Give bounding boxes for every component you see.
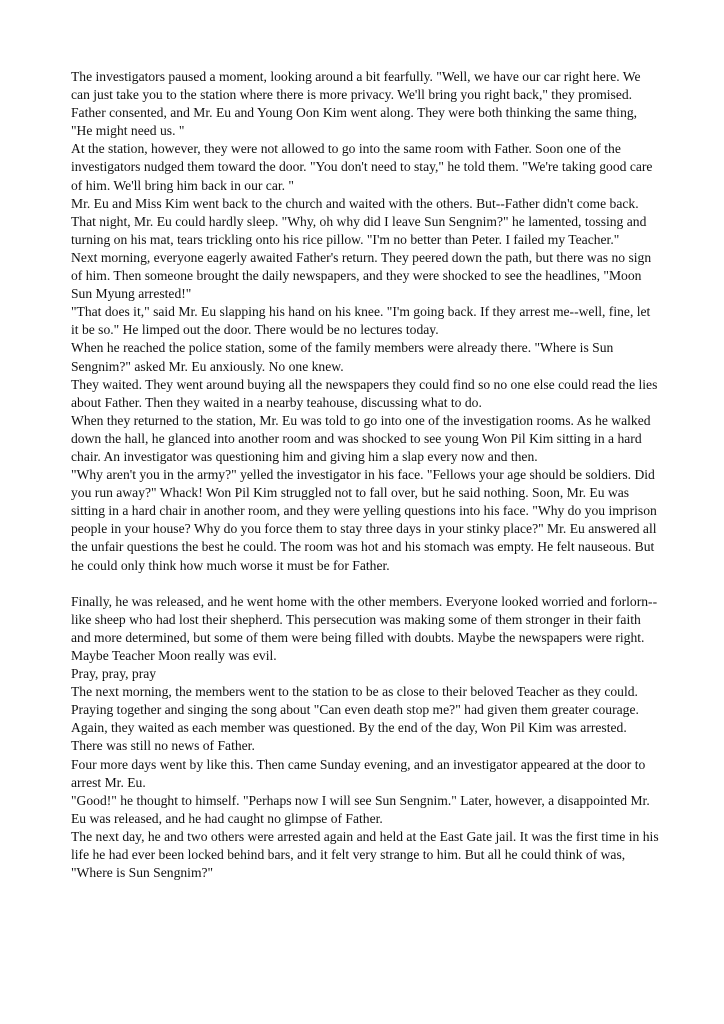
paragraph-1: The investigators paused a moment, looking around a bit fearfully. "Well, we have our car right here. We can just take you to the station where there is more privacy. We'll bring you right back," they promised. bbox=[71, 69, 641, 103]
paragraph-17: The next day, he and two others were arrested again and held at the East Gate jail. It was the first time in his life he had ever been locked behind bars, and it felt very strange to him. But all he could think of was, "Where is Sun Sengnim?" bbox=[71, 828, 659, 881]
paragraph-7: "That does it," said Mr. Eu slapping his hand on his knee. "I'm going back. If they arrest me--well, fine, let it be so." He limped out the door. There would be no lectures today. bbox=[71, 304, 651, 338]
paragraph-9: They waited. They went around buying all the newspapers they could find so no one else could read the lies about Father. Then they waited in a nearby teahouse, discussing what to do. bbox=[71, 376, 658, 410]
paragraph-16: "Good!" he thought to himself. "Perhaps now I will see Sun Sengnim." Later, however, a disappointed Mr. Eu was released, and he had caught no glimpse of Father. bbox=[71, 792, 650, 826]
paragraph-8: When he reached the police station, some of the family members were already there. "Where is Sun Sengnim?" asked Mr. Eu anxiously. No one knew. bbox=[71, 340, 614, 374]
document-page bbox=[71, 68, 659, 882]
paragraph-14: The next morning, the members went to the station to be as close to their beloved Teacher as they could. Praying together and singing the song about "Can even death stop me?" had given them greater courage. Again, they waited as each member was questioned. By the end of the day, Won Pil Kim was arrested. There was still no news of Father. bbox=[71, 684, 639, 754]
paragraph-3: At the station, however, they were not allowed to go into the same room with Father. Soon one of the investigators nudged them toward the door. "You don't need to stay," he told them. "We're taking good care of him. We'll bring him back in our car. " bbox=[71, 141, 653, 193]
paragraph-12: Finally, he was released, and he went home with the other members. Everyone looked worried and forlorn--like sheep who had lost their shepherd. This persecution was making some of them stronger in their faith and more determined, but some of them were being filled with doubts. Maybe the newspapers were right. Maybe Teacher Moon really was evil. bbox=[71, 593, 658, 663]
paragraph-10: When they returned to the station, Mr. Eu was told to go into one of the investigation rooms. As he walked down the hall, he glanced into another room and was shocked to see young Won Pil Kim sitting in a hard chair. An investigator was questioning him and giving him a slap every now and then. bbox=[71, 412, 651, 464]
paragraph-6: Next morning, everyone eagerly awaited Father's return. They peered down the path, but there was no sign of him. Then someone brought the daily newspapers, and they were shocked to see the headlines, "Moon Sun Myung arrested!" bbox=[71, 249, 652, 302]
paragraph-4: Mr. Eu and Miss Kim went back to the church and waited with the others. But--Father didn't come back. bbox=[71, 195, 639, 211]
paragraph-11: "Why aren't you in the army?" yelled the investigator in his face. "Fellows your age should be soldiers. Did you run away?" Whack! Won Pil Kim struggled not to fall over, but he said nothing. Soon, Mr. Eu was sitting in a hard chair in another room, and they were yelling questions into his face. "Why do you imprison people in your house? Why do you force them to stay three days in your stinky place?" Mr. Eu answered all the unfair questions the best he could. The room was hot and his stomach was empty. He felt nauseous. But he could only think how much worse it must be for Father. bbox=[71, 467, 657, 573]
paragraph-2: Father consented, and Mr. Eu and Young Oon Kim went along. They were both thinking the same thing, "He might need us. " bbox=[71, 105, 638, 139]
paragraph-15: Four more days went by like this. Then came Sunday evening, and an investigator appeared at the door to arrest Mr. Eu. bbox=[71, 756, 646, 790]
paragraph-13: Pray, pray, pray bbox=[71, 666, 157, 682]
paragraph-5: That night, Mr. Eu could hardly sleep. "Why, oh why did I leave Sun Sengnim?" he lamented, tossing and turning on his mat, tears trickling onto his rice pillow. "I'm no better than Peter. I failed my Teacher." bbox=[71, 213, 647, 247]
